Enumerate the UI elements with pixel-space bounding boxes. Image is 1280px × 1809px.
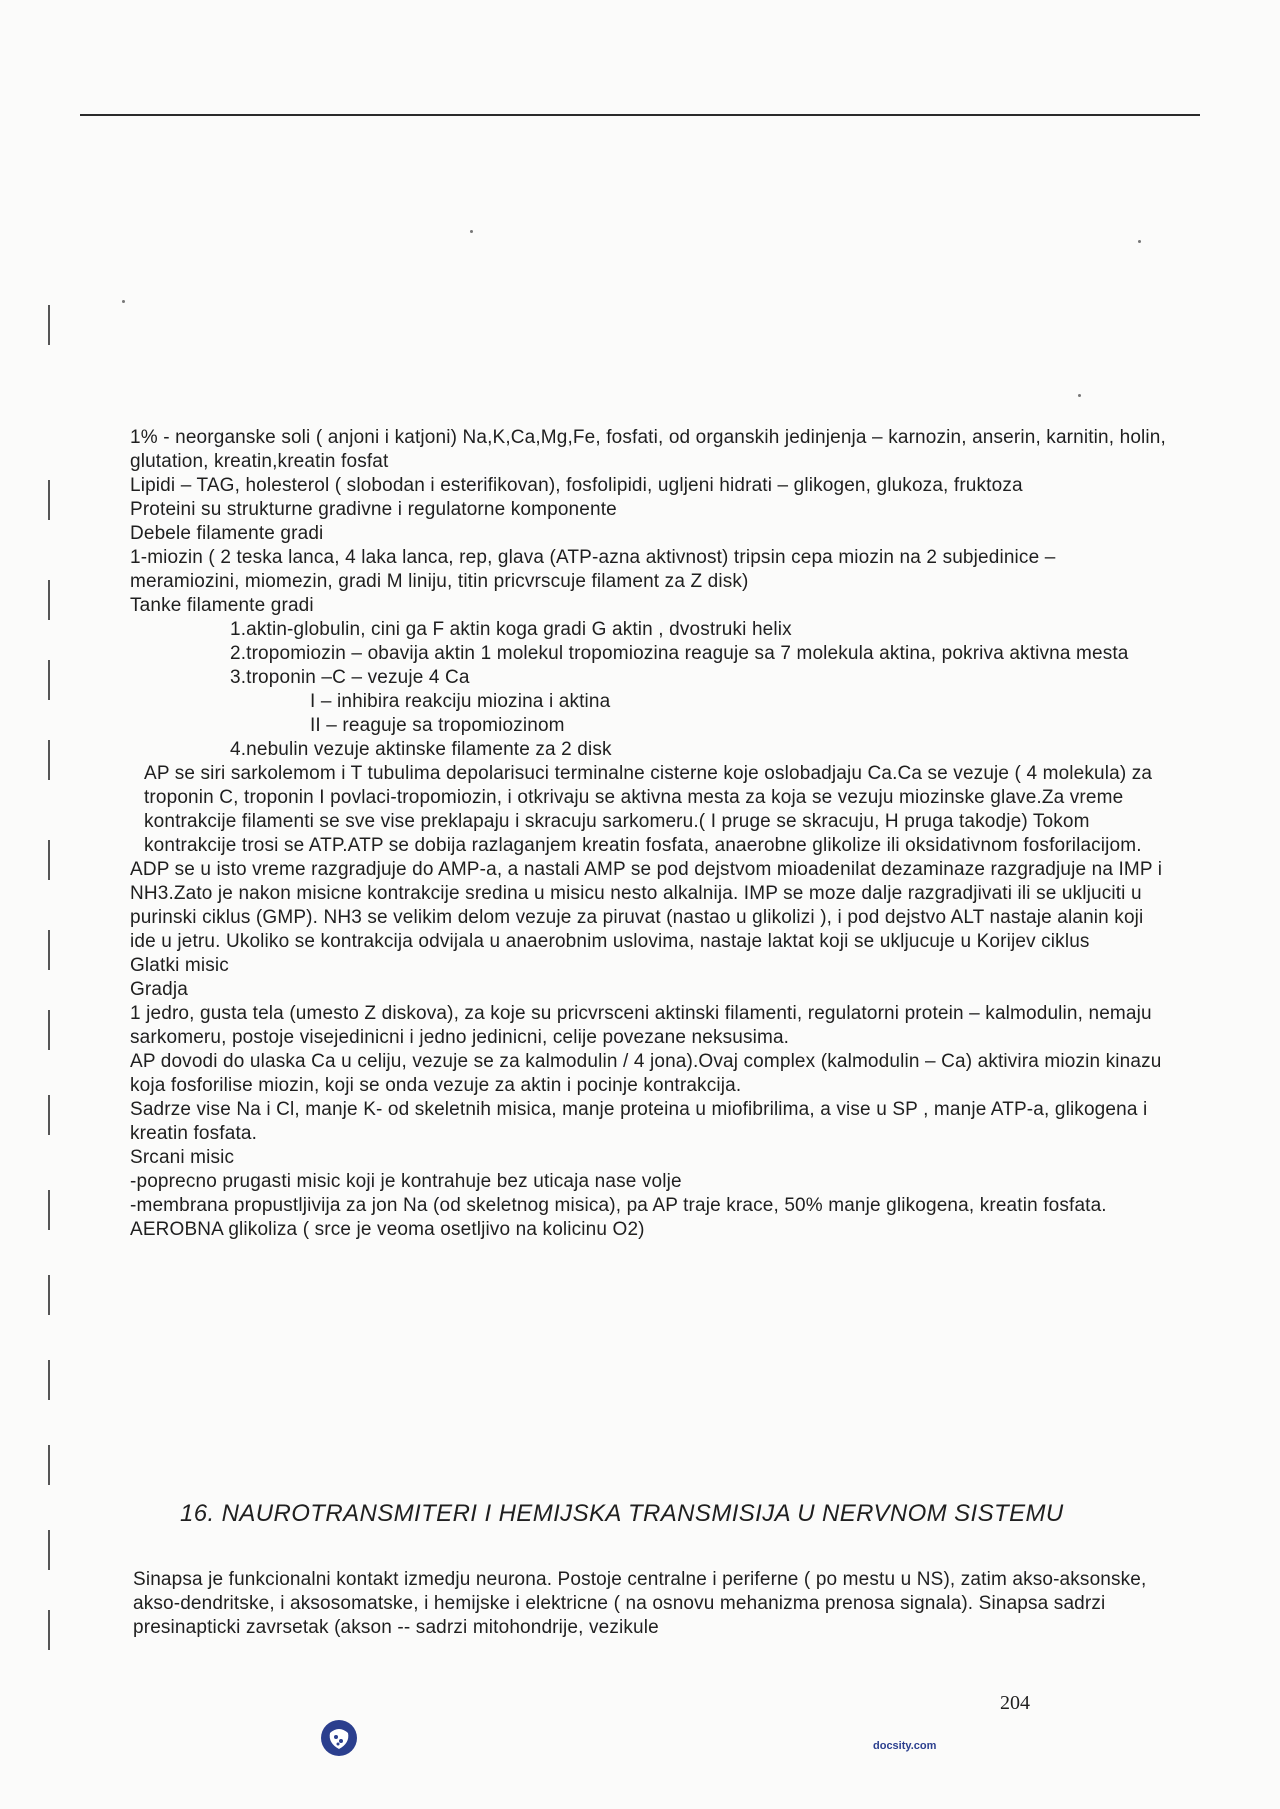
- binder-mark: [48, 1610, 50, 1650]
- binder-mark: [48, 480, 50, 520]
- paragraph-myosin: 1-miozin ( 2 teska lanca, 4 laka lanca, rep, glava (ATP-azna aktivnost) tripsin cepa miozin na 2 subjedinice – meramiozini, miomezin, gradi M liniju, titin pricvrscuje filament za Z disk): [130, 547, 1056, 592]
- binder-mark: [48, 1530, 50, 1570]
- binder-mark: [48, 660, 50, 700]
- binder-mark: [48, 1445, 50, 1485]
- scan-speck: [470, 230, 473, 233]
- brand-watermark: docsity.com: [873, 1740, 937, 1752]
- paragraph-calcium-entry: AP dovodi do ulaska Ca u celiju, vezuje se za kalmodulin / 4 jona).Ovaj complex (kalmodulin – Ca) aktivira miozin kinazu koja fosforilise miozin, koji se onda vezuje za aktin i pocinje kontrakcija.: [130, 1051, 1162, 1096]
- binder-mark: [48, 740, 50, 780]
- paragraph-involuntary: -poprecno prugasti misic koji je kontrahuje bez uticaja nase volje: [130, 1171, 682, 1192]
- paragraph-nucleus: 1 jedro, gusta tela (umesto Z diskova), za koje su pricvrsceni aktinski filamenti, regulatorni protein – kalmodulin, nemaju sarkomeru, postoje visejedinicni i jedno jedinicni, celije povezane neksusima.: [130, 1003, 1152, 1048]
- paragraph-adp: ADP se u isto vreme razgradjuje do AMP-a, a nastali AMP se pod dejstvom mioadenilat dezaminaze razgradjuje na IMP i NH3.Zato je nakon misicne kontrakcije sredina u misicu nesto alkalnija. IMP se moze dalje razgradjivati ili se ukljuciti u purinski ciklus (GMP). NH3 se velikim delom vezuje za piruvat (nastao u glikolizi ), i pod dejstvo ALT nastaje alanin koji ide u jetru. Ukoliko se kontrakcija odvijala u anaerobnim uslovima, nastaje laktat koji se ukljucuje u Korijev ciklus: [130, 859, 1163, 952]
- header-rule: [80, 114, 1200, 116]
- paragraph-thin-filaments: Tanke filamente gradi: [130, 595, 314, 616]
- list-subitem-troponin-ii: II – reaguje sa tropomiozinom: [310, 715, 565, 736]
- paragraph-synapse: Sinapsa je funkcionalni kontakt izmedju neurona. Postoje centralne i periferne ( po mestu u NS), zatim akso-aksonske, akso-dendritske, i aksosomatske, i hemijske i elektricne ( na osnovu mehanizma prenosa signala). Sinapsa sadrzi presinapticki zavrsetak (akson -- sadrzi mitohondrije, vezikule: [133, 1569, 1147, 1638]
- paragraph-ion-content: Sadrze vise Na i Cl, manje K- od skeletnih misica, manje proteina u miofibrilima, a vise u SP , manje ATP-a, glikogena i kreatin fosfata.: [130, 1099, 1148, 1144]
- paragraph-structure: Gradja: [130, 979, 188, 1000]
- scan-speck: [122, 300, 125, 303]
- section-body: [133, 1568, 1173, 1640]
- docsity-logo-icon: [320, 1719, 358, 1757]
- paragraph-action-potential: AP se siri sarkolemom i T tubulima depolarisuci terminalne cisterne koje oslobadjaju Ca.Ca se vezuje ( 4 molekula) za troponin C, troponin I povlaci-tropomiozin, i otkrivaju se aktivna mesta za koja se vezuju miozinske glave.Za vreme kontrakcije filamenti se sve vise preklapaju i skracuju sarkomeru.( I pruge se skracuju, H pruga takodje) Tokom kontrakcije trosi se ATP.ATP se dobija razlaganjem kreatin fosfata, anaerobne glikolize ili oksidativnom fosforilacijom.: [144, 763, 1153, 856]
- binder-mark: [48, 305, 50, 345]
- paragraph-membrane: -membrana propustljivija za jon Na (od skeletnog misica), pa AP traje krace, 50% manje glikogena, kreatin fosfata.: [130, 1195, 1107, 1216]
- paragraph-smooth-muscle: Glatki misic: [130, 955, 229, 976]
- paragraph-minerals: 1% - neorganske soli ( anjoni i katjoni) Na,K,Ca,Mg,Fe, fosfati, od organskih jedinjenja – karnozin, anserin, karnitin, holin, glutation, kreatin,kreatin fosfat: [130, 427, 1166, 472]
- page-number: 204: [1000, 1692, 1030, 1714]
- binder-mark: [48, 930, 50, 970]
- paragraph-cardiac-muscle: Srcani misic: [130, 1147, 235, 1168]
- list-subitem-troponin-i: I – inhibira reakciju miozina i aktina: [310, 691, 611, 712]
- paragraph-lipids: Lipidi – TAG, holesterol ( slobodan i esterifikovan), fosfolipidi, ugljeni hidrati – glikogen, glukoza, fruktoza: [130, 475, 1023, 496]
- scan-speck: [1078, 394, 1081, 397]
- binder-mark: [48, 1190, 50, 1230]
- paragraph-proteins: Proteini su strukturne gradivne i regulatorne komponente: [130, 499, 617, 520]
- binder-mark: [48, 840, 50, 880]
- paragraph-aerobic-glycolysis: AEROBNA glikoliza ( srce je veoma osetljivo na kolicinu O2): [130, 1219, 645, 1240]
- list-item-actin: 1.aktin-globulin, cini ga F aktin koga gradi G aktin , dvostruki helix: [230, 619, 792, 640]
- binder-mark: [48, 1010, 50, 1050]
- scan-speck: [1138, 240, 1141, 243]
- binder-mark: [48, 1275, 50, 1315]
- binder-mark: [48, 580, 50, 620]
- list-item-nebulin: 4.nebulin vezuje aktinske filamente za 2 disk: [230, 739, 612, 760]
- paragraph-thick-filaments: Debele filamente gradi: [130, 523, 324, 544]
- section-heading: 16. NAUROTRANSMITERI I HEMIJSKA TRANSMISIJA U NERVNOM SISTEMU: [180, 1500, 1064, 1527]
- list-item-troponin: 3.troponin –C – vezuje 4 Ca: [230, 667, 470, 688]
- list-item-tropomyosin: 2.tropomiozin – obavija aktin 1 molekul tropomiozina reaguje sa 7 molekula aktina, pokriva aktivna mesta: [230, 643, 1129, 664]
- binder-mark: [48, 1095, 50, 1135]
- binder-mark: [48, 1360, 50, 1400]
- document-body: [130, 426, 1170, 1242]
